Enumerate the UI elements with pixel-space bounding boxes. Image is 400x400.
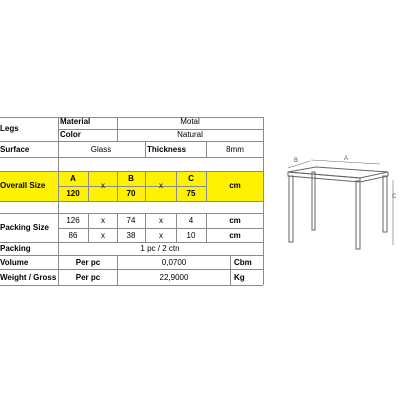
packing-label: Packing	[0, 244, 31, 253]
table-dimension-drawing	[280, 150, 400, 260]
dim-b-label: B	[128, 174, 134, 183]
grid-line	[58, 186, 206, 187]
grid-line	[0, 171, 263, 172]
times-symbol: x	[159, 181, 163, 190]
packing-row2-b: 38	[126, 231, 136, 240]
grid-line	[58, 117, 59, 285]
packing-row1-b: 74	[126, 216, 136, 225]
dim-a-label: A	[70, 174, 76, 183]
material-value: Motal	[180, 117, 200, 126]
grid-line	[117, 117, 118, 141]
packing-row2-a: 86	[68, 231, 78, 240]
thickness-label: Thickness	[147, 145, 187, 154]
grid-line	[145, 213, 146, 242]
packing-row1-unit: cm	[229, 216, 241, 225]
weight-label: Weight / Gross	[0, 273, 57, 282]
packing-row2-c: 10	[186, 231, 196, 240]
weight-value: 22,9000	[159, 273, 189, 282]
color-label: Color	[60, 130, 81, 139]
surface-label: Surface	[0, 145, 30, 154]
grid-line	[0, 255, 263, 256]
grid-line	[145, 171, 146, 201]
weight-per: Per pc	[75, 273, 101, 282]
grid-line	[0, 201, 263, 202]
packing-row1-c: 4	[188, 216, 194, 225]
times-symbol: x	[159, 231, 163, 240]
dim-c-value: 75	[186, 189, 196, 198]
packing-row1-a: 126	[66, 216, 80, 225]
dimension-label-a: A	[344, 156, 349, 162]
times-symbol: x	[101, 216, 105, 225]
grid-line	[88, 171, 89, 201]
overall-size-label: Overall Size	[0, 181, 46, 190]
packing-size-label: Packing Size	[0, 223, 49, 232]
times-symbol: x	[101, 231, 105, 240]
overall-unit: cm	[229, 181, 241, 190]
dimension-label-b: B	[294, 158, 299, 164]
grid-line	[117, 255, 118, 285]
grid-line	[206, 213, 207, 242]
grid-line	[117, 171, 118, 201]
grid-line	[0, 117, 263, 118]
dimension-label-c: C	[392, 194, 397, 200]
weight-unit: Kg	[234, 273, 245, 282]
grid-line	[176, 213, 177, 242]
grid-line	[0, 157, 263, 158]
dim-a-value: 120	[66, 189, 80, 198]
volume-unit: Cbm	[234, 258, 252, 267]
dim-c-label: C	[188, 174, 194, 183]
grid-line	[145, 141, 146, 157]
grid-line	[0, 285, 263, 286]
grid-line	[0, 213, 263, 214]
grid-line	[58, 129, 263, 130]
legs-label: Legs	[0, 124, 19, 133]
volume-label: Volume	[0, 258, 29, 267]
grid-line	[206, 141, 207, 157]
packing-row2-unit: cm	[229, 231, 241, 240]
grid-line	[176, 171, 177, 201]
volume-value: 0,0700	[161, 258, 187, 267]
grid-line	[0, 269, 263, 270]
color-value: Natural	[177, 130, 203, 139]
grid-line	[88, 213, 89, 242]
grid-line	[206, 171, 207, 201]
grid-line	[230, 255, 231, 285]
surface-value: Glass	[90, 145, 112, 154]
grid-line	[0, 242, 263, 243]
material-label: Material	[60, 117, 91, 126]
volume-per: Per pc	[75, 258, 101, 267]
thickness-value: 8mm	[226, 145, 244, 154]
dim-b-value: 70	[126, 189, 136, 198]
grid-line	[263, 117, 264, 285]
grid-line	[117, 213, 118, 242]
packing-value: 1 pc / 2 ctn	[140, 244, 180, 253]
times-symbol: x	[159, 216, 163, 225]
times-symbol: x	[101, 181, 105, 190]
grid-line	[0, 141, 263, 142]
